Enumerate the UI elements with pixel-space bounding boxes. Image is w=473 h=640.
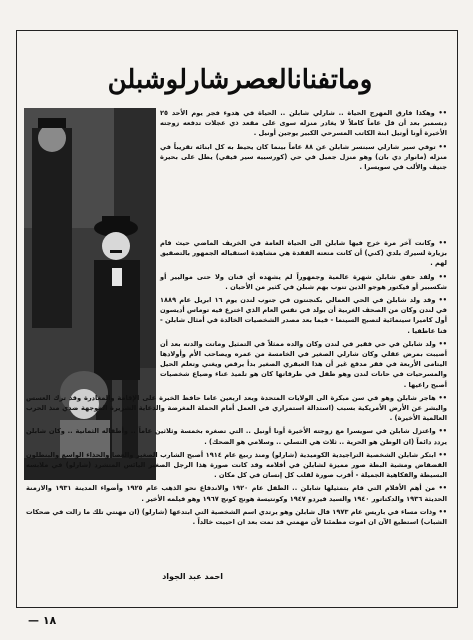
body-paragraph: •• هاجر شابلن وهو في سن مبكرة الى الولايات المتحدة وبعد اربعين عاما حافظ الخبرة على الإقامة والمغادرة وقد ترك العسس والبشر عن الأرض الأمريكية بسبب (استدالة استمراري في العمل أمام الحملة المغرضة والدعاية الشريرة الموجهة ضدي منذ الحرب العالمية الأخيرة) . xyxy=(26,393,447,423)
body-paragraph: •• وكانت آخر مرة خرج فيها شابلن الى الحياة العامة في الخريف الماضي حيث قام بزيارة لسيرك بلدي (كني) أن كانت متعته الفقدة هي مشاهدة استقباله الجمهور بالتصفيق لهم . xyxy=(160,239,447,268)
body-paragraph: •• واعتزل شابلن في سويسرا مع زوجته الأخيرة أونا أونيل .. التي تصغره بخمسة وثلاثين عاماً .. وأطفاله الثمانية .. وكان شابلن يردد دائماً (ان الوطن هو الحرية .. ثلاث هي التسلي .. وسلامي هو الضحك) . xyxy=(26,427,447,446)
article-intro xyxy=(160,108,447,175)
article-headline: وماتفنانالعصرشارلوشبلن xyxy=(107,65,373,95)
intro-paragraph: •• توفي سير شارلي سبنسر شابلن عن ٨٨ عاماً بينما كان يحيط به كل ابنائه تقريباً في منزله (مانوار دي بان) وهو منزل جميل في حي (كورسييه سير فيفي) يطل على بحيرة جنيف والألب في سويسرا . xyxy=(160,142,447,172)
intro-paragraph: •• وهكذا فارق المهرج الحياة .. شارلي شابلن .. الحياة في هدوء فجر يوم الأحد ٢٥ ديسمبر بعد أن قل عاماً كاملاً لا يغادر منزله سوى على مقعد ذي عجلات تدفعه زوجته الأخيرة أونا أوتيل ابنة الكاتب المسرحي الكبير يوجين أونيل . xyxy=(160,109,447,138)
body-paragraph: •• ولقد حقق شابلن شهرة عالمية وجمهوراً لم يشهده أي فنان ولا حتى مواليير أو شكسبير أو فيكتور هوجو الذين تنوب بهم شبلن في كثير من الأحيان . xyxy=(160,272,447,291)
article-body xyxy=(26,238,447,578)
body-paragraph: •• ولد شابلن في حي فقير في لندن وكان والده ممثلاً في التمثيل وماتت والدته بعد أن أصيبت بمرض عقلي وكان شارلي الصغير في الخامسة من عمره ويصاحب الأم وأولادها اليتامى الأربعة في فقر مدقع غير أن هذا العبقري الصغير بدأ يرقص ويغني وتعلم الحيل والمسرحيات في حانات لندن وهو طفل في طرقاتها كان هو تلميذ عناء وضياع شخصيات أصبح راعيها . xyxy=(160,339,447,389)
page-number: ١٨ — xyxy=(28,614,57,627)
body-paragraph: •• ابتكر شابلن الشخصية التراجيدية الكوميدية (شارلو) ومنذ ربيع عام ١٩١٤ أصبح الشارب الصغير والعصا والحذاء الواسع والبنطلون الفضفاض ومشية البطة صور مميزة لشابلن في أفلامه وقد كانت صورة هذا الرجل الصغير اليائس المتشرد (شارلو) في ملابسه البسيطة والفكاهية الجميلة - أقرب صورة لقلب كل إنسان في كل مكان . xyxy=(26,450,447,480)
author-signature: احمد عبد الجواد xyxy=(162,572,223,581)
body-paragraph: •• من أهم الأفلام التي قام بتمثيلها شابلن .. الطفل عام ١٩٢٠ والاندفاع نحو الذهب عام ١٩٢٥ وأضواء المدينة ١٩٣١ والازمنة الحديثة ١٩٣٦ والدكتاتور ١٩٤٠ والسيد فيردو ١٩٤٧ وكونتيسة هونج كونج ١٩٦٧ وهو فيلمه الأخير . xyxy=(26,484,448,503)
body-paragraph: •• وذات مساء في باريس عام ١٩٧٣ قال شابلن وهو يرتدي اسم الشخصية التي ابتدعها (شارلو) (ان مهنتي تلك ما زالت في ضحكات الشباب) استطيع الآن ان اموت مطمئنا لأن مهمتي قد تمت بعد ان احييت خالداً . xyxy=(26,507,447,527)
body-paragraph: •• وقد ولد شابلن في الحي العمالي بكنجنتون في جنوب لندن يوم ١٦ ابريل عام ١٨٨٩ في لندن وكان من الصحف الغربية أن يولد في نفس العام الذي اخترع فيه توماس أديسون أول كاميرا سينمائية لتصبح السينما - فيما بعد مصدر الشخصيات الخالدة في أمثال شابلن - فنا عاطفيا . xyxy=(160,296,447,335)
